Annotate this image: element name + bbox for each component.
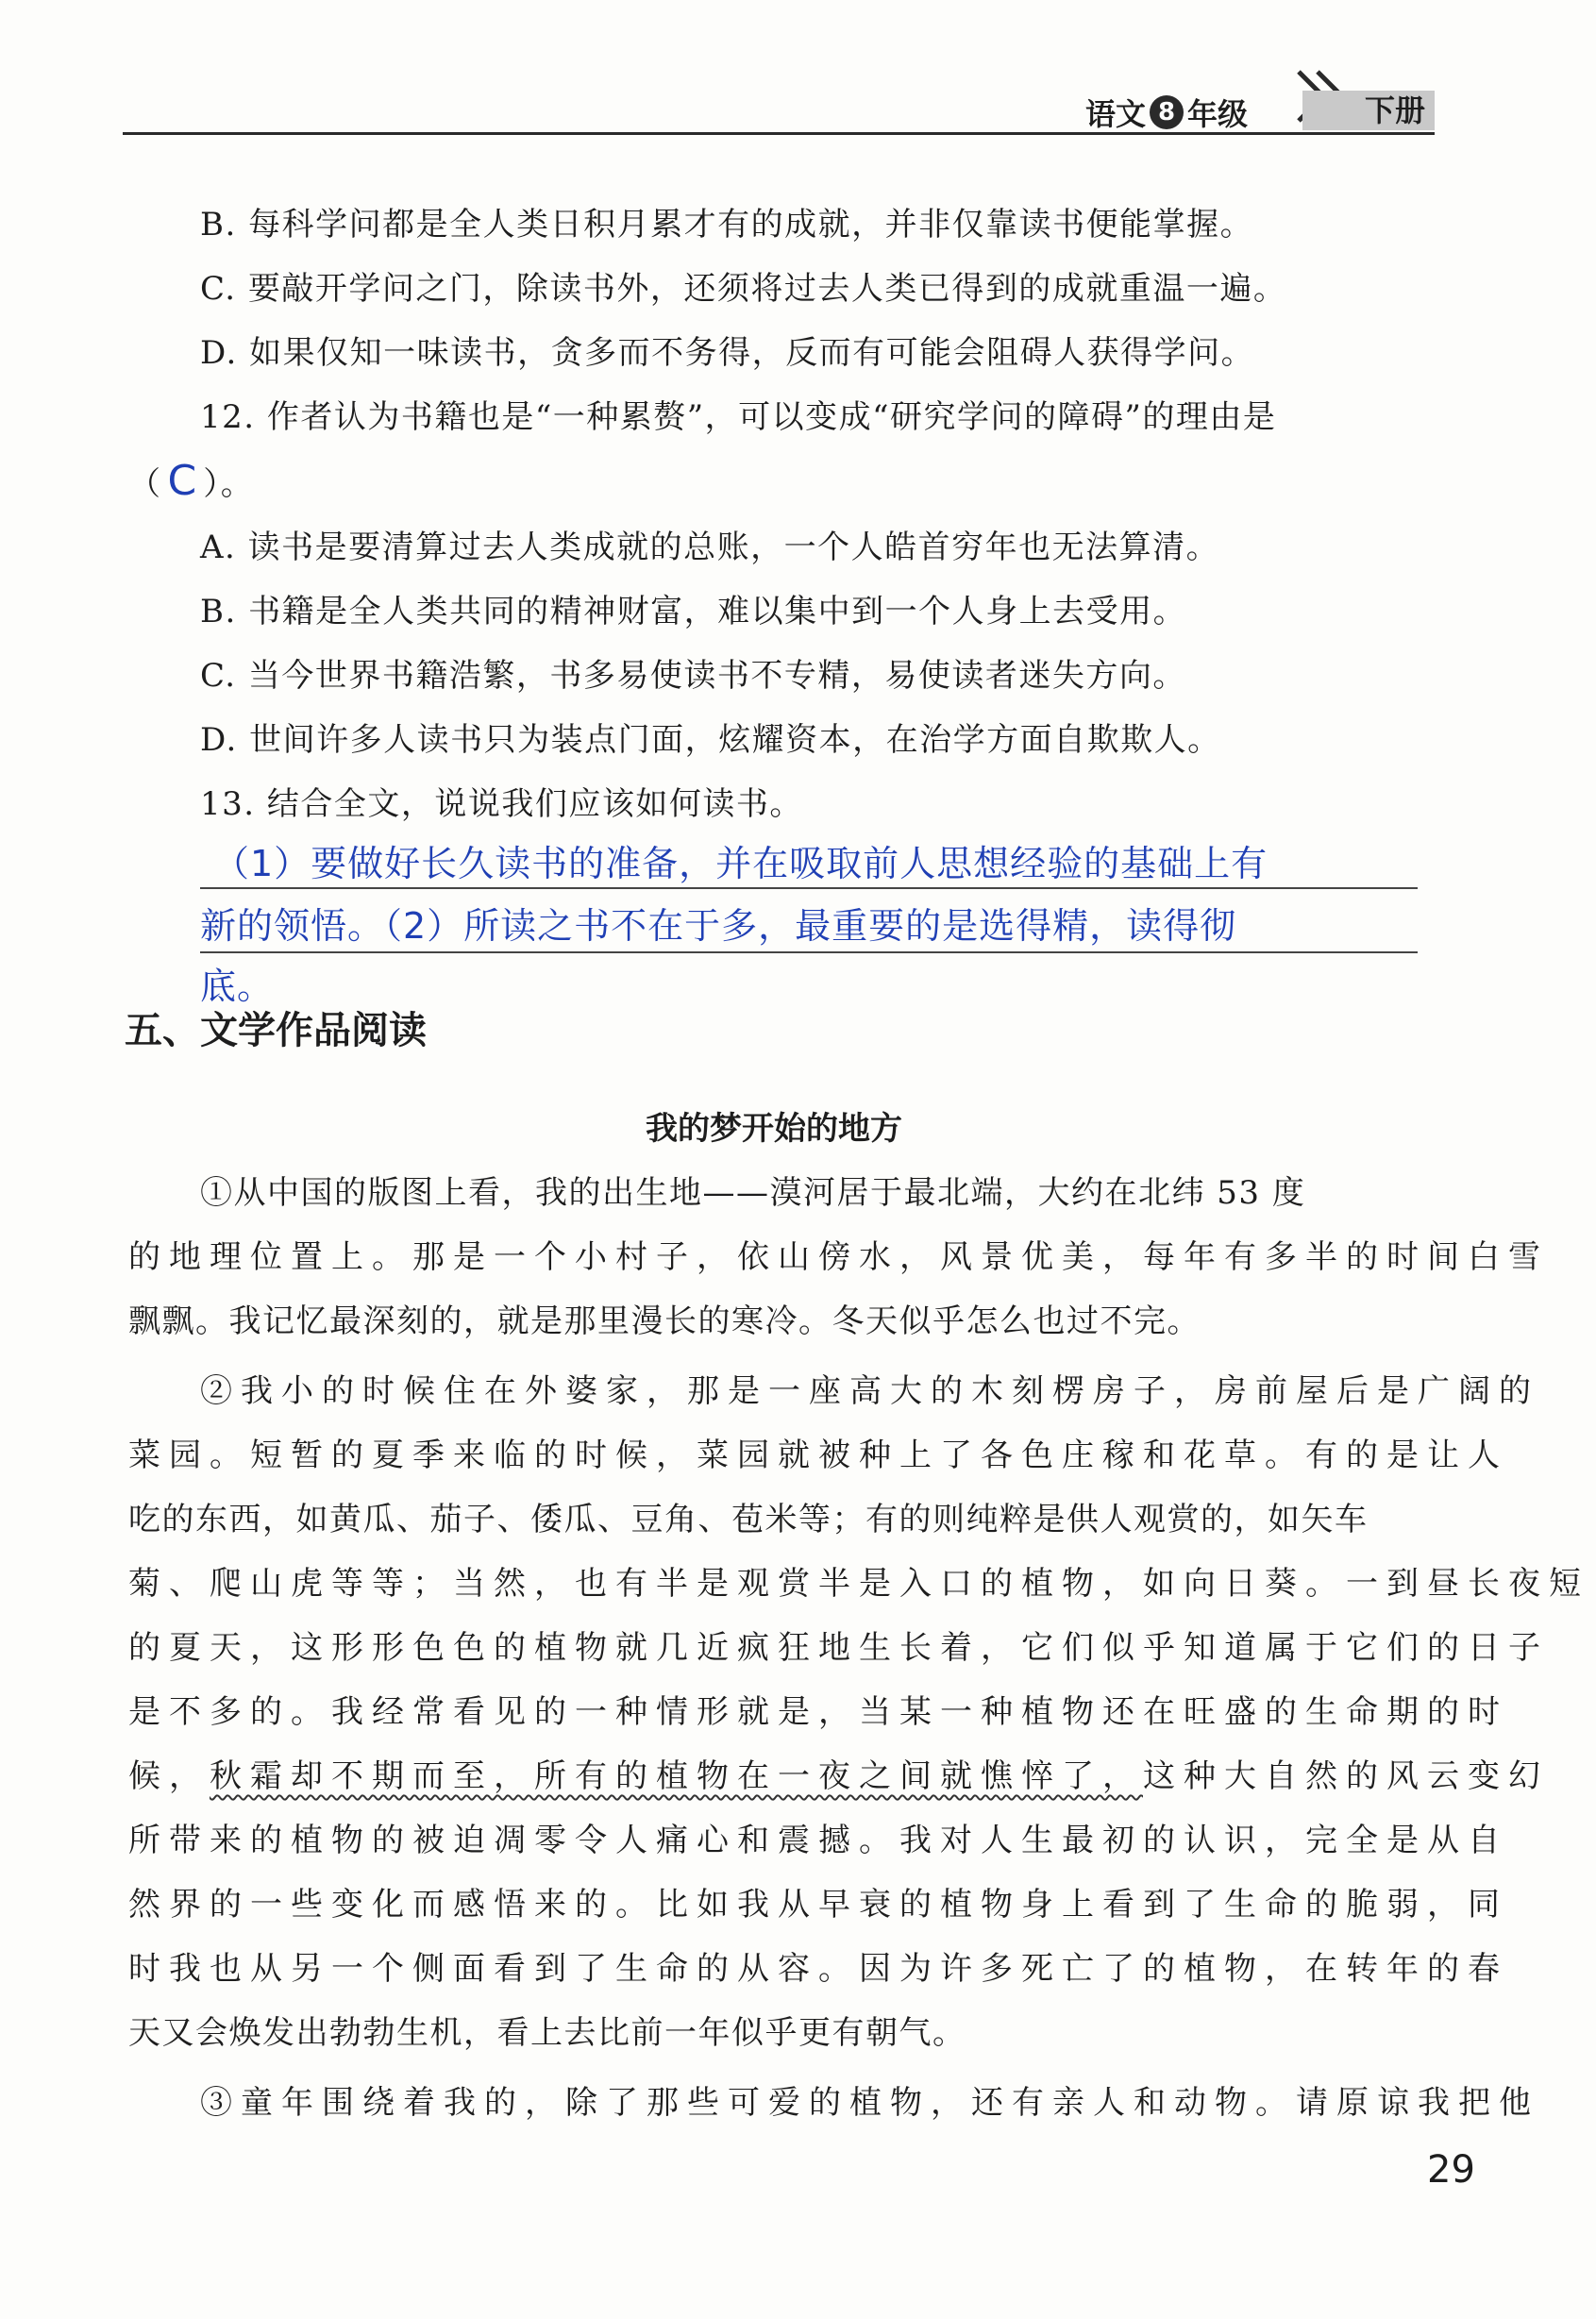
answer-rule-2 (200, 951, 1418, 953)
p2-line-11: 天又会焕发出勃勃生机，看上去比前一年似乎更有朝气。 (128, 2014, 966, 2052)
q12-option-d: D. 世间许多人读书只为装点门面，炫耀资本，在治学方面自欺欺人。 (200, 721, 1221, 759)
p2-line-8: 所带来的植物的被迫凋零令人痛心和震撼。我对人生最初的认识，完全是从自 (128, 1822, 1508, 1859)
subject-label: 语文 (1085, 96, 1147, 132)
header-divider (123, 132, 1435, 135)
p1-line-1: ①从中国的版图上看，我的出生地——漠河居于最北端，大约在北纬 53 度 (200, 1174, 1306, 1212)
q12-stem: 12. 作者认为书籍也是“一种累赘”，可以变成“研究学问的障碍”的理由是 (200, 398, 1277, 436)
paren-close: ）。 (203, 465, 255, 503)
p2-line-6: 是不多的。我经常看见的一种情形就是，当某一种植物还在旺盛的生命期的时 (128, 1693, 1508, 1731)
q13-answer-line-2: 新的领悟。（2）所读之书不在于多，最重要的是选得精，读得彻 (200, 905, 1237, 947)
p2-line-1: ②我小的时候住在外婆家，那是一座高大的木刻楞房子，房前屋后是广阔的 (200, 1372, 1539, 1410)
p2-line-9: 然界的一些变化而感悟来的。比如我从早衰的植物身上看到了生命的脆弱，同 (128, 1886, 1508, 1924)
article-title: 我的梦开始的地方 (646, 1110, 902, 1148)
q12-option-b: B. 书籍是全人类共同的精神财富，难以集中到一个人身上去受用。 (200, 593, 1187, 630)
grade-badge: 8 (1150, 95, 1184, 129)
p2-line-3: 吃的东西，如黄瓜、茄子、倭瓜、豆角、苞米等；有的则纯粹是供人观赏的，如矢车 (128, 1501, 1369, 1538)
p2-line-4: 菊、爬山虎等等；当然，也有半是观赏半是入口的植物，如向日葵。一到昼长夜短 (128, 1565, 1589, 1603)
q11-option-b: B. 每科学问都是全人类日积月累才有的成就，并非仅靠读书便能掌握。 (200, 206, 1254, 244)
p2-line-2: 菜园。短暂的夏季来临的时候，菜园就被种上了各色庄稼和花草。有的是让人 (128, 1437, 1508, 1474)
answer-rule-1 (200, 887, 1418, 889)
section-heading: 五、文学作品阅读 (125, 1009, 427, 1052)
p1-line-3: 飘飘。我记忆最深刻的，就是那里漫长的寒冷。冬天似乎怎么也过不完。 (128, 1302, 1201, 1340)
q12-answer-line (128, 457, 254, 505)
p1-line-2: 的地理位置上。那是一个小村子，依山傍水，风景优美，每年有多半的时间白雪 (128, 1238, 1549, 1276)
p2-line-10: 时我也从另一个侧面看到了生命的从容。因为许多死亡了的植物，在转年的春 (128, 1950, 1508, 1988)
q12-option-c: C. 当今世界书籍浩繁，书多易使读书不专精，易使读者迷失方向。 (200, 657, 1186, 695)
underlined-post: 这种大自然的风云变幻 (1143, 1757, 1549, 1795)
q12-option-a: A. 读书是要清算过去人类成就的总账，一个人皓首穷年也无法算清。 (200, 529, 1220, 566)
q11-option-d: D. 如果仅知一味读书，贪多而不务得，反而有可能会阻碍人获得学问。 (200, 334, 1255, 372)
p2-line-5: 的夏天，这形形色色的植物就几近疯狂地生长着，它们似乎知道属于它们的日子 (128, 1629, 1549, 1667)
q11-option-c: C. 要敲开学问之门，除读书外，还须将过去人类已得到的成就重温一遍。 (200, 270, 1287, 308)
p3-line-1: ③童年围绕着我的，除了那些可爱的植物，还有亲人和动物。请原谅我把他 (200, 2084, 1539, 2122)
q13-stem: 13. 结合全文，说说我们应该如何读书。 (200, 785, 803, 823)
underlined-pre: 候， (128, 1757, 210, 1795)
grade-suffix: 年级 (1187, 96, 1249, 132)
volume-tab: 下册 (1302, 91, 1435, 130)
header-subject-grade (1085, 91, 1248, 134)
paren-open: （ (128, 465, 162, 503)
underlined-sentence: 秋霜却不期而至，所有的植物在一夜之间就憔悴了， (210, 1757, 1143, 1795)
page-number: 29 (1427, 2148, 1475, 2192)
p2-line-7 (128, 1750, 1549, 1796)
q13-answer-line-3: 底。 (200, 966, 275, 1007)
q13-answer-line-1: （1）要做好长久读书的准备，并在吸取前人思想经验的基础上有 (213, 843, 1268, 884)
q12-answer: C (167, 457, 198, 505)
